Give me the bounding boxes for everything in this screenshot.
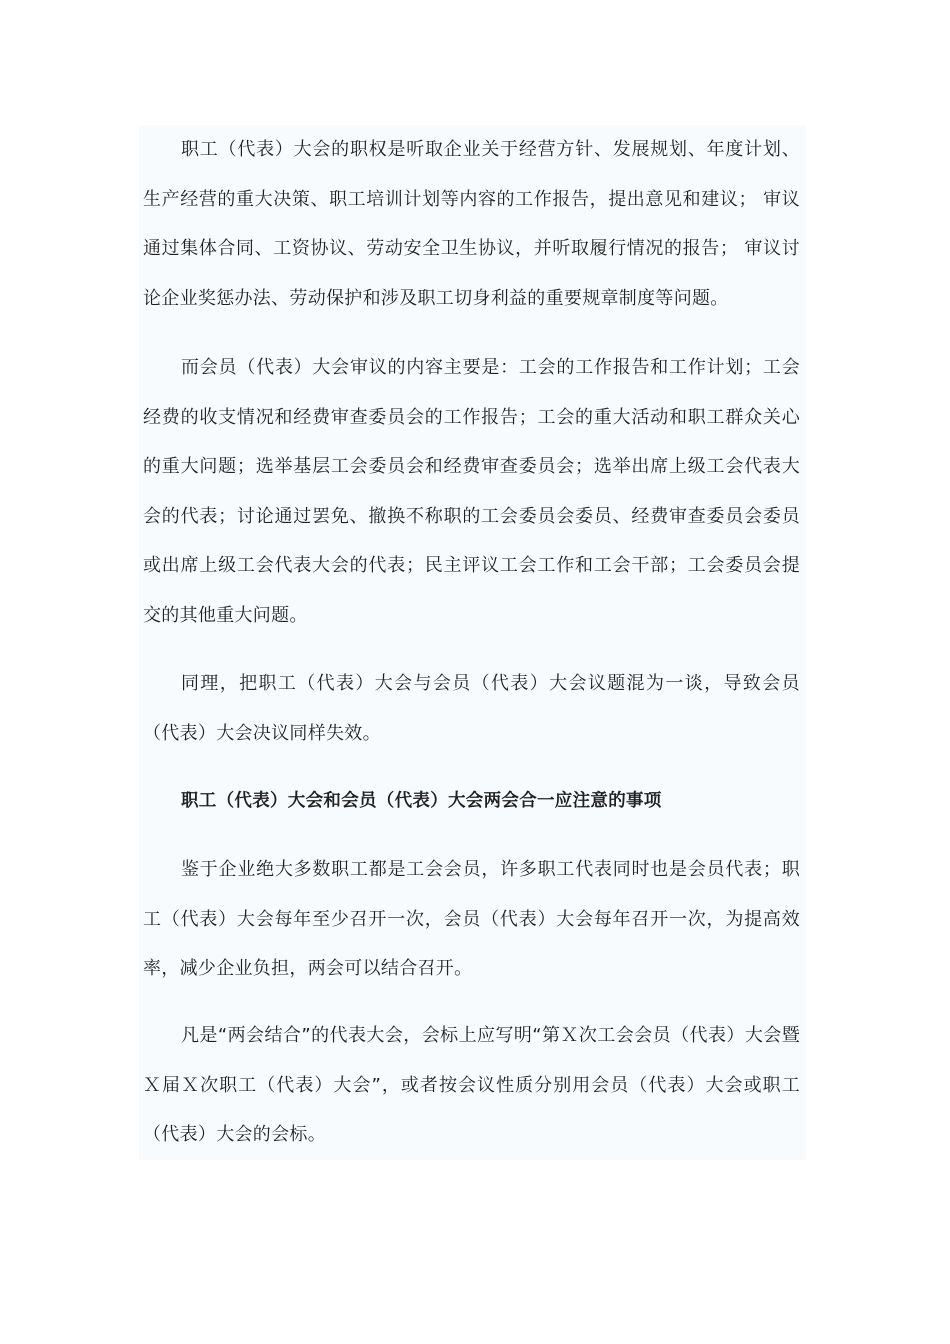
paragraph-meeting-banner: 凡是“两会结合”的代表大会，会标上应写明“第Ｘ次工会会员（代表）大会暨Ｘ届Ｘ次职工（代表）大会”，或者按会议性质分别用会员（代表）大会或职工（代表）大会的会标。 [143,1025,800,1145]
section-heading: 职工（代表）大会和会员（代表）大会两会合一应注意的事项 [181,791,662,811]
paragraph-similarly-invalid: 同理，把职工（代表）大会与会员（代表）大会议题混为一谈，导致会员（代表）大会决议同样失效。 [143,673,800,744]
paragraph-member-congress-review: 而会员（代表）大会审议的内容主要是：工会的工作报告和工作计划；工会经费的收支情况和经费审查委员会的工作报告；工会的重大活动和职工群众关心的重大问题；选举基层工会委员会和经费审查委员会；选举出席上级工会代表大会的代表；讨论通过罢免、撤换不称职的工会委员会委员、经费审查委员会委员或出席上级工会代表大会的代表；民主评议工会工作和工会干部；工会委员会提交的其他重大问题。 [143,357,800,626]
paragraph-worker-congress-powers: 职工（代表）大会的职权是听取企业关于经营方针、发展规划、年度计划、生产经营的重大决策、职工培训计划等内容的工作报告，提出意见和建议； 审议通过集体合同、工资协议、劳动安全卫生协议，并听取履行情况的报告； 审议讨论企业奖惩办法、劳动保护和涉及职工切身利益的重要规章制度等问题。 [143,139,800,309]
paragraph-combined-meeting: 鉴于企业绝大多数职工都是工会会员，许多职工代表同时也是会员代表；职工（代表）大会每年至少召开一次，会员（代表）大会每年召开一次，为提高效率，减少企业负担，两会可以结合召开。 [143,859,800,979]
